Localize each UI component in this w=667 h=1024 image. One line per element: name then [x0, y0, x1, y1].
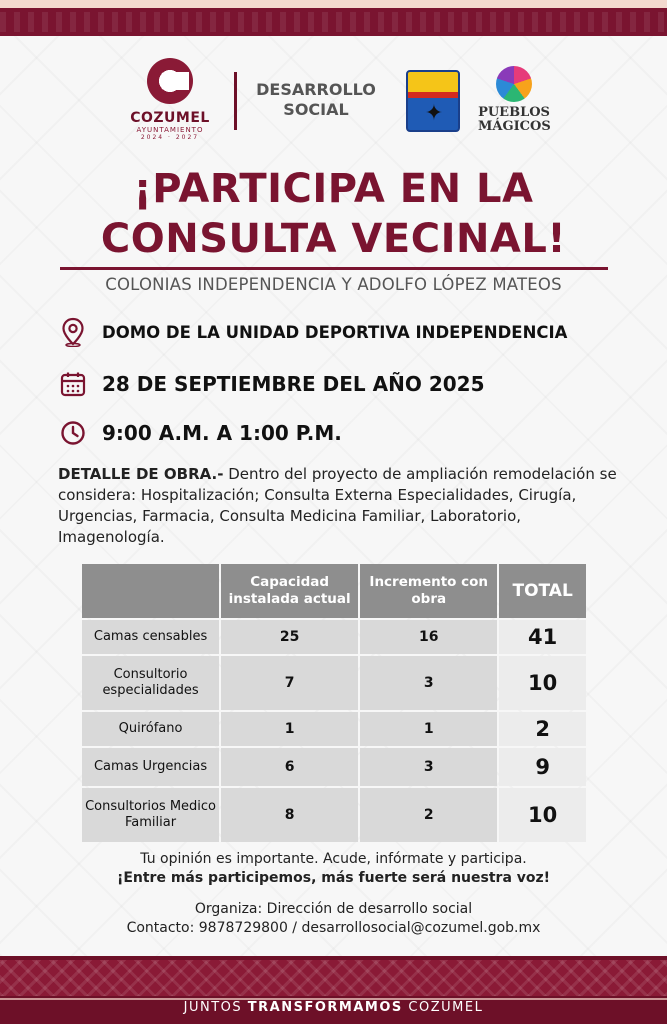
table-row [82, 748, 586, 786]
row-incremento: 16 [360, 620, 497, 654]
footer-slogan-strong: TRANSFORMAMOS [247, 1000, 403, 1015]
row-actual: 6 [221, 748, 358, 786]
row-total: 9 [499, 748, 586, 786]
closing-line-2: ¡Entre más participemos, más fuerte será nuestra voz! [116, 870, 551, 886]
pueblos-magicos-icon [496, 66, 532, 102]
cozumel-logo-sub: AYUNTAMIENTO [136, 126, 204, 134]
row-label: Consultorio especialidades [82, 656, 219, 710]
title-line-2: CONSULTA VECINAL! [100, 216, 567, 262]
row-total: 2 [499, 712, 586, 746]
row-total: 10 [499, 656, 586, 710]
table-corner-cell [82, 564, 219, 618]
department-label [246, 80, 386, 120]
cozumel-emblem-icon [147, 58, 193, 104]
pueblos-magicos-logo [478, 66, 550, 142]
closing-line-1: Tu opinión es importante. Acude, infórmate y participa. [140, 851, 527, 867]
clock-icon [60, 418, 86, 448]
header-divider [234, 72, 237, 130]
row-actual: 25 [221, 620, 358, 654]
time-text: 9:00 A.M. A 1:00 P.M. [102, 421, 342, 445]
title-underline [60, 267, 608, 270]
project-detail-text: Dentro del proyecto de ampliación remodelación se considera: Hospitalización; Consulta Externa Especialidades, Cirugía, Urgencias, Farmacia, Consulta Medicina Familiar, Laboratorio, Imagenología. [58, 465, 617, 546]
contact-line: Contacto: 9878729800 / desarrollosocial@cozumel.gob.mx [126, 920, 541, 936]
row-label: Consultorios Medico Familiar [82, 788, 219, 842]
table-row [82, 656, 586, 710]
capacity-table [80, 562, 588, 844]
page-title [0, 164, 667, 264]
project-detail [58, 464, 618, 548]
table-header-row [82, 564, 586, 618]
pueblos-magicos-line-1: PUEBLOS [478, 105, 550, 120]
row-total: 10 [499, 788, 586, 842]
organizer-info [0, 900, 667, 938]
title-line-1: ¡PARTICIPA EN LA [133, 166, 534, 212]
row-incremento: 3 [360, 656, 497, 710]
footer-slogan-post: COZUMEL [402, 1000, 484, 1015]
closing-message [0, 850, 667, 888]
row-label: Camas censables [82, 620, 219, 654]
date-text: 28 DE SEPTIEMBRE DEL AÑO 2025 [102, 372, 485, 396]
header-capacidad: Capacidad instalada actual [221, 564, 358, 618]
pueblos-magicos-line-2: MÁGICOS [478, 119, 551, 134]
row-label: Camas Urgencias [82, 748, 219, 786]
department-line-1: DESARROLLO [256, 80, 376, 99]
row-total: 41 [499, 620, 586, 654]
location-row [60, 316, 660, 348]
organizer-line: Organiza: Dirección de desarrollo social [194, 901, 473, 917]
row-actual: 8 [221, 788, 358, 842]
location-text: DOMO DE LA UNIDAD DEPORTIVA INDEPENDENCIA [102, 322, 568, 342]
project-detail-label: DETALLE DE OBRA.- [58, 465, 224, 483]
quintana-roo-shield-icon: ✦ [406, 70, 460, 132]
footer-slogan-pre: JUNTOS [183, 1000, 248, 1015]
footer-slogan [0, 1000, 667, 1015]
cozumel-logo [122, 58, 218, 150]
row-incremento: 2 [360, 788, 497, 842]
department-line-2: SOCIAL [283, 100, 349, 119]
calendar-icon [60, 369, 86, 399]
date-row [60, 368, 660, 400]
cozumel-logo-years: 2024 · 2027 [140, 134, 200, 141]
row-actual: 1 [221, 712, 358, 746]
location-pin-icon [60, 317, 86, 347]
table-row [82, 620, 586, 654]
row-incremento: 3 [360, 748, 497, 786]
subtitle: COLONIAS INDEPENDENCIA Y ADOLFO LÓPEZ MATEOS [105, 275, 562, 294]
row-label: Quirófano [82, 712, 219, 746]
header-total: TOTAL [499, 564, 586, 618]
table-row [82, 712, 586, 746]
header-incremento: Incremento con obra [360, 564, 497, 618]
time-row [60, 417, 660, 449]
table-row [82, 788, 586, 842]
cozumel-logo-name: COZUMEL [130, 110, 210, 126]
row-incremento: 1 [360, 712, 497, 746]
row-actual: 7 [221, 656, 358, 710]
